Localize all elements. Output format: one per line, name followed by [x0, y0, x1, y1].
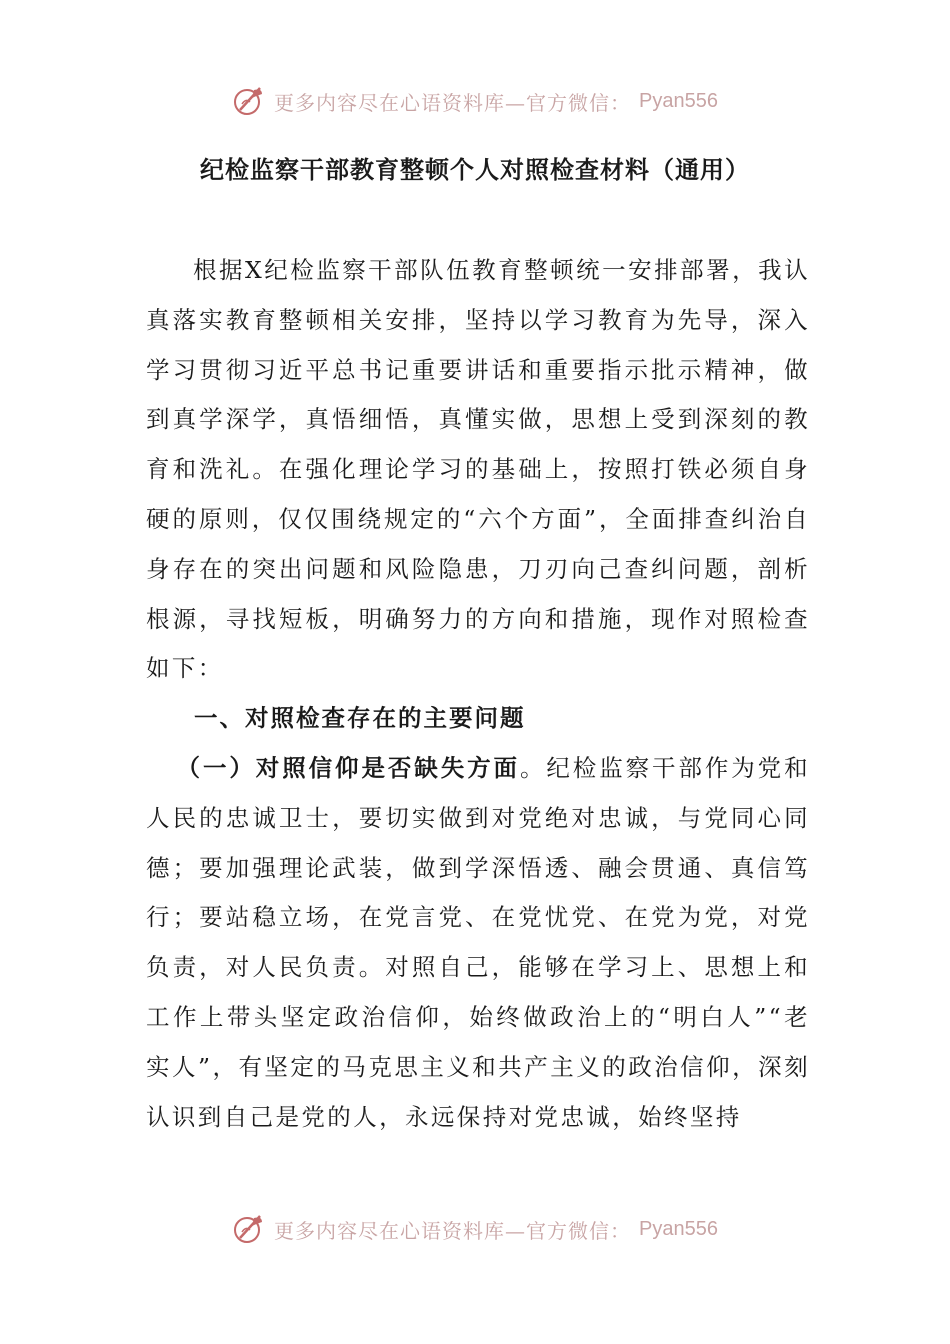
section-heading: 一、对照检查存在的主要问题	[194, 704, 526, 732]
watermark-banner-top	[0, 76, 950, 126]
subsection-body: 。纪检监察干部作为党和人民的忠诚卫士，要切实做到对党绝对忠诚，与党同心同德；要加强理论武装，做到学深悟透、融会贯通、真信笃行；要站稳立场，在党言党、在党忧党、在党为党，对党负责，对人民负责。对照自己，能够在学习上、思想上和工作上带头坚定政治信仰，始终做政治上的“明白人”“老实人”，有坚定的马克思主义和共产主义的政治信仰，深刻认识到自己是党的人，永远保持对党忠诚，始终坚持	[146, 754, 811, 1131]
quill-pen-logo-icon	[232, 84, 266, 118]
quill-pen-logo-icon	[232, 1212, 266, 1246]
watermark-wechat-id: Pyan556	[639, 1217, 718, 1240]
subsection-heading: （一）对照信仰是否缺失方面	[176, 754, 520, 782]
subsection-paragraph	[146, 744, 810, 1142]
document-title: 纪检监察干部教育整顿个人对照检查材料（通用）	[200, 155, 750, 184]
watermark-wechat-id: Pyan556	[639, 89, 718, 112]
watermark-text: 更多内容尽在心语资料库—官方微信：	[274, 1218, 632, 1243]
intro-paragraph	[146, 246, 810, 694]
watermark-banner-bottom	[0, 1204, 950, 1254]
intro-paragraph-text: 根据X纪检监察干部队伍教育整顿统一安排部署，我认真落实教育整顿相关安排，坚持以学习教育为先导，深入学习贯彻习近平总书记重要讲话和重要指示批示精神，做到真学深学，真悟细悟，真懂实做，思想上受到深刻的教育和洗礼。在强化理论学习的基础上，按照打铁必须自身硬的原则，仅仅围绕规定的“六个方面”，全面排查纠治自身存在的突出问题和风险隐患，刀刃向己查纠问题，剖析根源，寻找短板，明确努力的方向和措施，现作对照检查如下：	[146, 256, 810, 683]
watermark-text: 更多内容尽在心语资料库—官方微信：	[274, 90, 632, 115]
